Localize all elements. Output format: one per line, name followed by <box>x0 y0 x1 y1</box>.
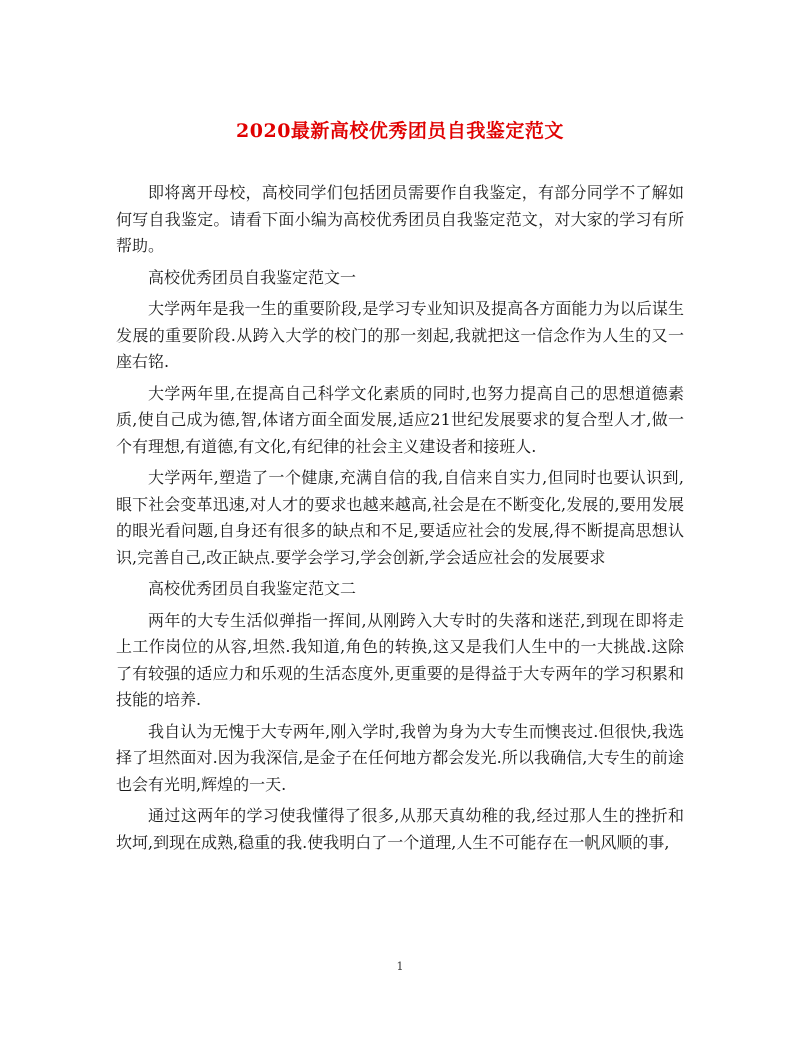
page-number: 1 <box>396 960 404 973</box>
section-heading-2: 高校优秀团员自我鉴定范文二 <box>148 579 357 598</box>
body-paragraph: 大学两年,塑造了一个健康,充满自信的我,自信来自实力,但同时也要认识到,眼下社会变革迅速,对人才的要求也越来越高,社会是在不断变化,发展的,要用发展的眼光看问题,自身还有很多的缺点和不足,要适应社会的发展,得不断提高思想认识,完善自己,改正缺点.要学会学习,学会创新,学会适应社会的发展要求 <box>116 468 684 567</box>
body-paragraph: 大学两年里,在提高自己科学文化素质的同时,也努力提高自己的思想道德素质,使自己成为德,智,体诸方面全面发展,适应21世纪发展要求的复合型人才,做一个有理想,有道德,有文化,有纪律的社会主义建设者和接班人. <box>116 383 684 456</box>
page-title: 2020最新高校优秀团员自我鉴定范文 <box>236 120 564 142</box>
document-body <box>116 180 684 861</box>
body-paragraph: 我自认为无愧于大专两年,刚入学时,我曾为身为大专生而懊丧过.但很快,我选择了坦然面对.因为我深信,是金子在任何地方都会发光.所以我确信,大专生的前途也会有光明,辉煌的一天. <box>116 721 684 794</box>
body-paragraph: 两年的大专生活似弹指一挥间,从刚跨入大专时的失落和迷茫,到现在即将走上工作岗位的从容,坦然.我知道,角色的转换,这又是我们人生中的一大挑战.这除了有较强的适应力和乐观的生活态度外,更重要的是得益于大专两年的学习积累和技能的培养. <box>116 610 684 709</box>
intro-paragraph: 即将离开母校，高校同学们包括团员需要作自我鉴定，有部分同学不了解如何写自我鉴定。请看下面小编为高校优秀团员自我鉴定范文，对大家的学习有所帮助。 <box>116 183 684 255</box>
section-heading-1: 高校优秀团员自我鉴定范文一 <box>148 267 357 287</box>
body-paragraph: 通过这两年的学习使我懂得了很多,从那天真幼稚的我,经过那人生的挫折和坎坷,到现在成熟,稳重的我.使我明白了一个道理,人生不可能存在一帆风顺的事, <box>116 806 684 852</box>
body-paragraph: 大学两年是我一生的重要阶段,是学习专业知识及提高各方面能力为以后谋生发展的重要阶段.从跨入大学的校门的那一刻起,我就把这一信念作为人生的又一座右铭. <box>116 299 684 371</box>
